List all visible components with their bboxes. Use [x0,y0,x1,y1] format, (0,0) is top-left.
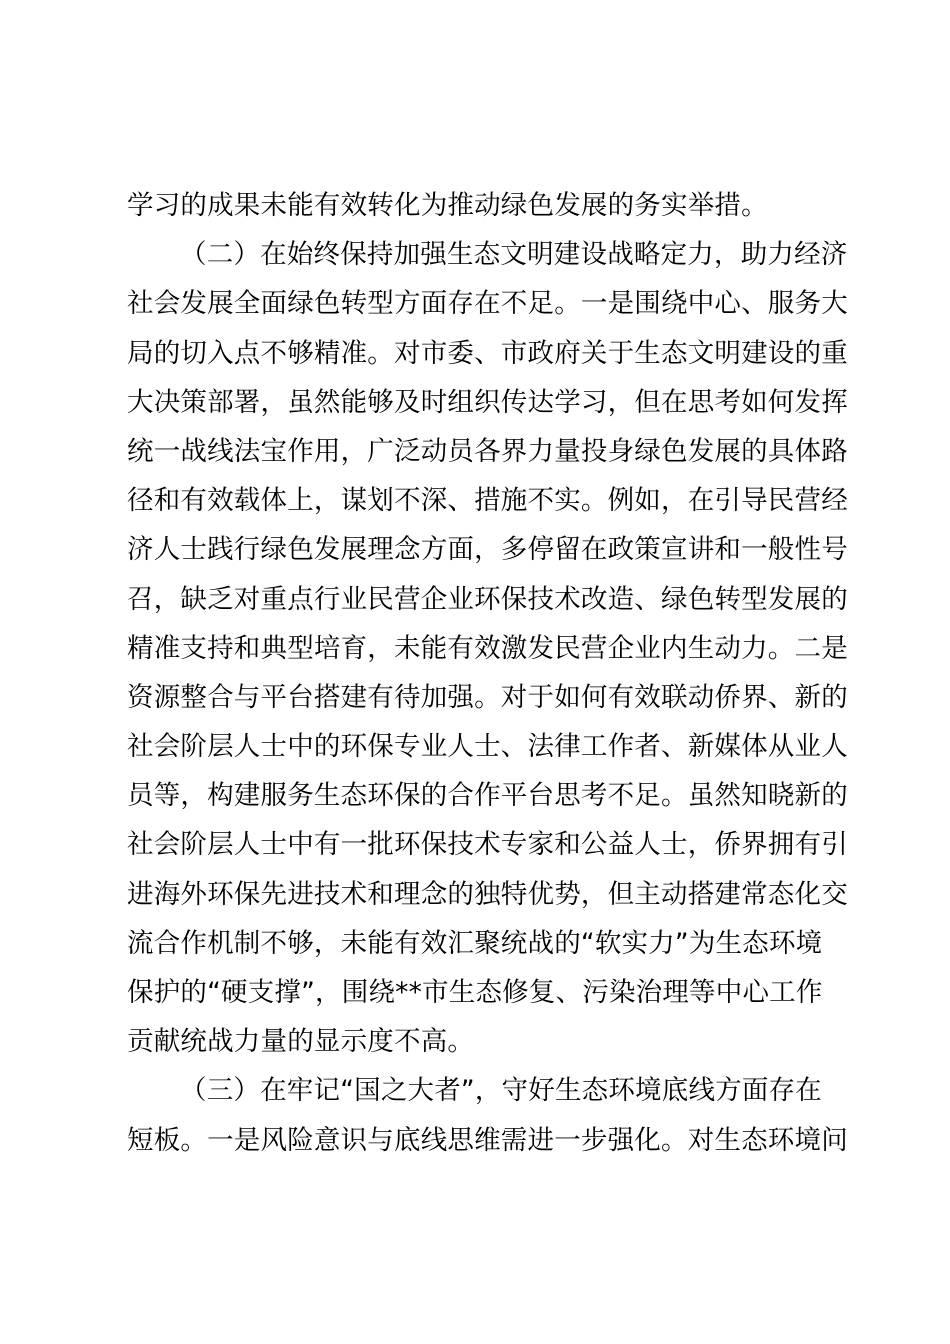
text-line: 统一战线法宝作用，广泛动员各界力量投身绿色发展的具体路 [127,435,848,467]
text-line: 保护的“硬支撑”，围绕**市生态修复、污染治理等中心工作 [127,977,823,1008]
text-line: 社会阶层人士中有一批环保技术专家和公益人士，侨界拥有引 [127,829,848,861]
text-line: 大决策部署，虽然能够及时组织传达学习，但在思考如何发挥 [127,386,848,418]
text-line: 局的切入点不够精准。对市委、市政府关于生态文明建设的重 [127,337,848,369]
text-line: 短板。一是风险意识与底线思维需进一步强化。对生态环境问 [127,1124,848,1156]
body-text [127,181,848,1165]
text-line: 进海外环保先进技术和理念的独特优势，但主动搭建常态化交 [127,878,848,910]
paragraph-heading-line: （三）在牢记“国之大者”，守好生态环境底线方面存在 [180,1075,822,1107]
text-line: 社会发展全面绿色转型方面存在不足。一是围绕中心、服务大 [127,288,848,320]
text-line: 精准支持和典型培育，未能有效激发民营企业内生动力。二是 [127,632,848,664]
text-line: 贡献统战力量的显示度不高。 [127,1026,475,1058]
text-line: 济人士践行绿色发展理念方面，多停留在政策宣讲和一般性号 [127,534,848,566]
text-line: 径和有效载体上，谋划不深、措施不实。例如，在引导民营经 [127,485,848,517]
text-line: 学习的成果未能有效转化为推动绿色发展的务实举措。 [127,190,768,221]
text-line: 流合作机制不够，未能有效汇聚统战的“软实力”为生态环境 [127,927,823,959]
paragraph-heading-line: （二）在始终保持加强生态文明建设战略定力，助力经济 [180,239,848,271]
text-line: 资源整合与平台搭建有待加强。对于如何有效联动侨界、新的 [127,681,848,713]
text-line: 召，缺乏对重点行业民营企业环保技术改造、绿色转型发展的 [127,583,848,615]
text-line: 员等，构建服务生态环保的合作平台思考不足。虽然知晓新的 [127,780,848,812]
text-line: 社会阶层人士中的环保专业人士、法律工作者、新媒体从业人 [127,731,848,763]
